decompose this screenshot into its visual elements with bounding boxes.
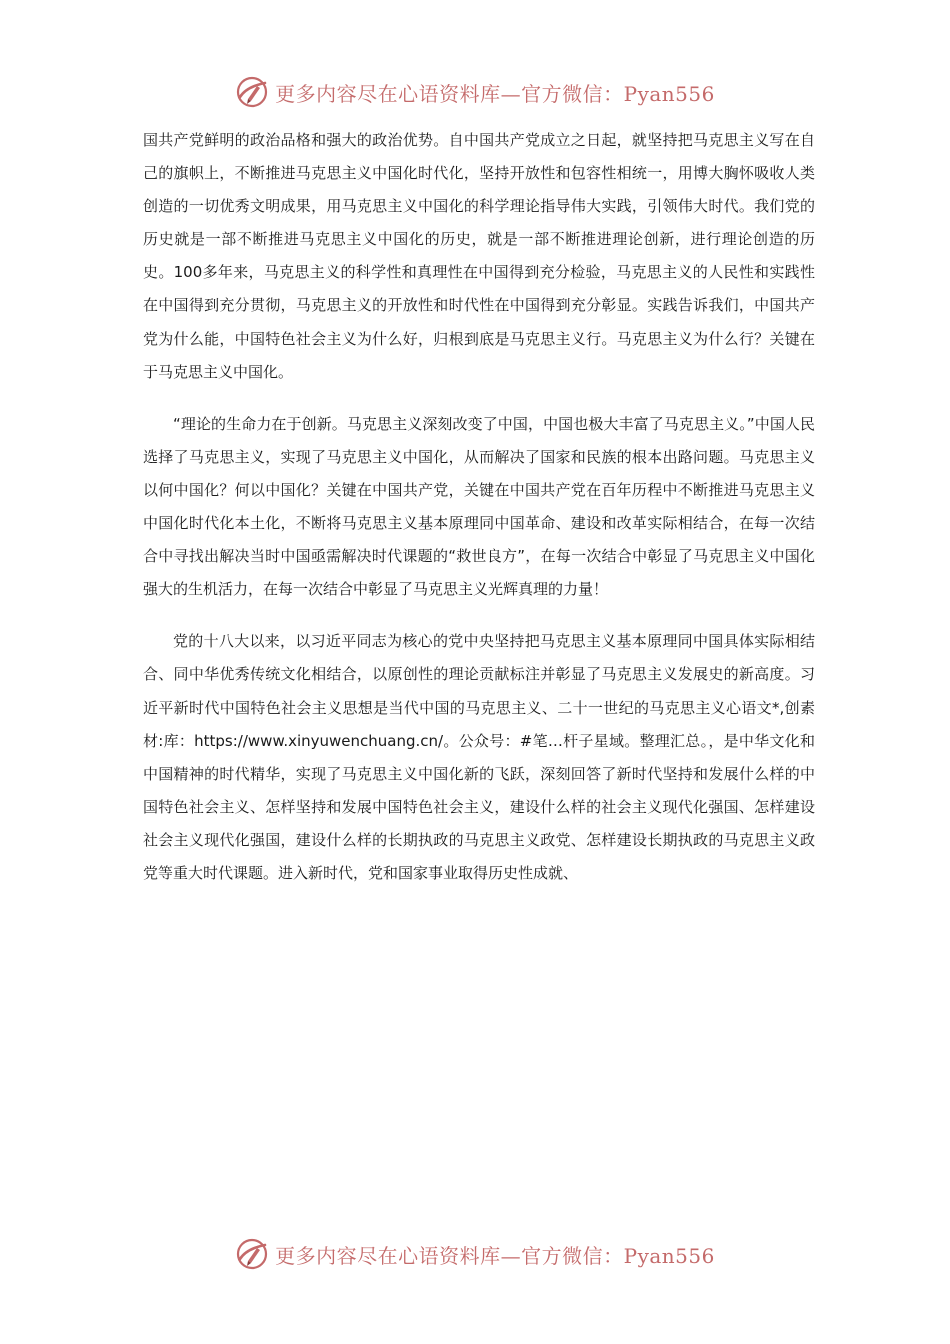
paragraph-2: “理论的生命力在于创新。马克思主义深刻改变了中国，中国也极大丰富了马克思主义。”中国人民选择了马克思主义，实现了马克思主义中国化，从而解决了国家和民族的根本出路问题。马克思主义以何中国化？何以中国化？关键在中国共产党，关键在中国共产党在百年历程中不断推进马克思主义中国化时代化本土化，不断将马克思主义基本原理同中国革命、建设和改革实际相结合，在每一次结合中寻找出解决当时中国亟需解决时代课题的“救世良方”，在每一次结合中彰显了马克思主义中国化强大的生机活力，在每一次结合中彰显了马克思主义光辉真理的力量！ [143, 414, 815, 599]
header-banner-text: 更多内容尽在心语资料库—官方微信：Pyan556 [275, 81, 715, 106]
paragraph-3: 党的十八大以来，以习近平同志为核心的党中央坚持把马克思主义基本原理同中国具体实际相结合、同中华优秀传统文化相结合，以原创性的理论贡献标注并彰显了马克思主义发展史的新高度。习近平新时代中国特色社会主义思想是当代中国的马克思主义、二十一世纪的马克思主义心语文*,创素材:库：https://www.xinyuwenchuang.cn/。公众号：#笔…杆子星域。整理汇总。，是中华文化和中国精神的时代精华，实现了马克思主义中国化新的飞跃，深刻回答了新时代坚持和发展什么样的中国特色社会主义、怎样坚持和发展中国特色社会主义，建设什么样的社会主义现代化强国、怎样建设社会主义现代化强国，建设什么样的长期执政的马克思主义政党、怎样建设长期执政的马克思主义政党等重大时代课题。进入新时代，党和国家事业取得历史性成就、 [143, 632, 815, 882]
footer-banner [0, 1234, 950, 1274]
document-body [143, 124, 815, 909]
header-banner [0, 72, 950, 112]
pen-circle-logo-icon [235, 75, 269, 109]
footer-banner-text: 更多内容尽在心语资料库—官方微信：Pyan556 [275, 1243, 715, 1268]
paragraph-1: 国共产党鲜明的政治品格和强大的政治优势。自中国共产党成立之日起，就坚持把马克思主义写在自己的旗帜上，不断推进马克思主义中国化时代化，坚持开放性和包容性相统一，用博大胸怀吸收人类创造的一切优秀文明成果，用马克思主义中国化的科学理论指导伟大实践，引领伟大时代。我们党的历史就是一部不断推进马克思主义中国化的历史，就是一部不断推进理论创新，进行理论创造的历史。100多年来，马克思主义的科学性和真理性在中国得到充分检验，马克思主义的人民性和实践性在中国得到充分贯彻，马克思主义的开放性和时代性在中国得到充分彰显。实践告诉我们，中国共产党为什么能，中国特色社会主义为什么好，归根到底是马克思主义行。马克思主义为什么行？关键在于马克思主义中国化。 [143, 131, 815, 381]
pen-circle-logo-icon [235, 1237, 269, 1271]
